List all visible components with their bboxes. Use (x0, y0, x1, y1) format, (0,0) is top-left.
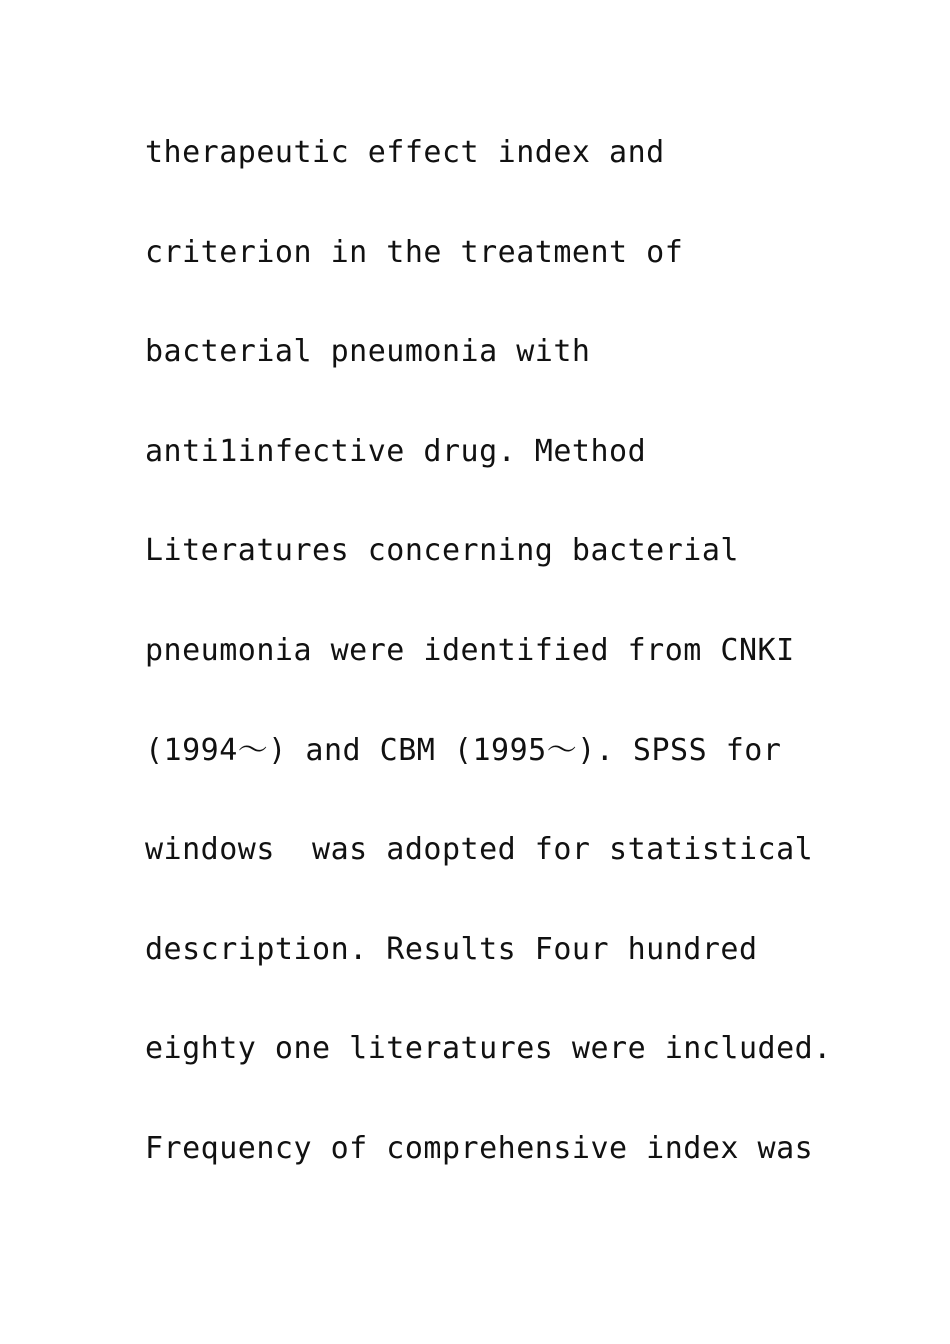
text-line: bacterial pneumonia with (145, 334, 591, 370)
text-line: therapeutic effect index and (145, 135, 665, 170)
text-line: Frequency of comprehensive index was (145, 1130, 814, 1166)
abstract-text (145, 130, 925, 1226)
text-line: (1994～) and CBM (1995～). SPSS for (145, 732, 782, 768)
text-line: criterion in the treatment of (145, 234, 684, 270)
text-line: windows was adopted for statistical (145, 832, 814, 868)
text-line: anti1infective drug. Method (145, 433, 647, 469)
text-line: eighty one literatures were included. (145, 1031, 832, 1067)
text-line: Literatures concerning bacterial (145, 533, 739, 569)
text-line: description. Results Four hundred (145, 931, 758, 967)
text-line: pneumonia were identified from CNKI (145, 632, 795, 668)
